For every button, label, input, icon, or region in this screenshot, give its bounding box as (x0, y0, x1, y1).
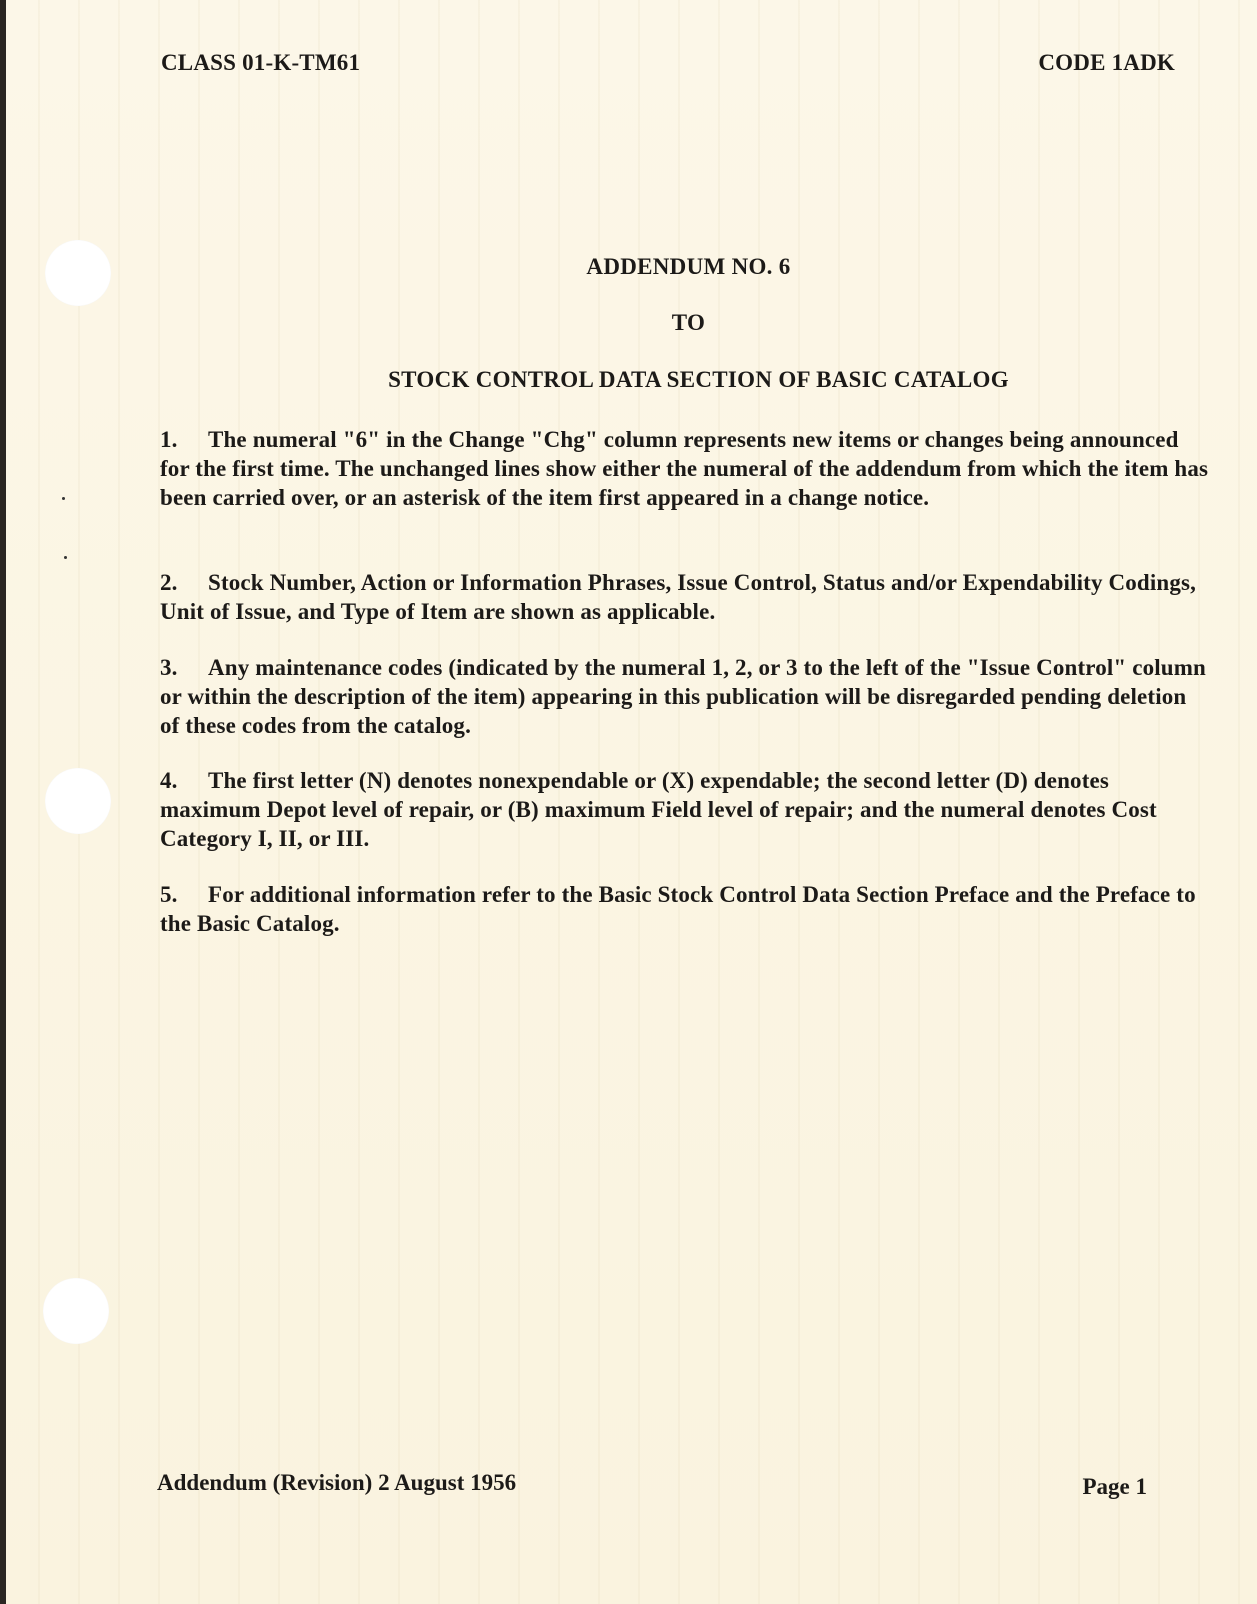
paragraph-text: The numeral "6" in the Change "Chg" column represents new items or changes being announced for the first time. The unchanged lines show either the numeral of the addendum from which the item has been carried over, or an asterisk of the item first appeared in a change notice. (160, 427, 1209, 510)
paragraph-number: 5. (160, 882, 178, 907)
paragraph-text: Stock Number, Action or Information Phrases, Issue Control, Status and/or Expendability Codings, Unit of Issue, and Type of Item are shown as applicable. (160, 570, 1197, 624)
paragraph-3 (160, 653, 1210, 740)
paragraph-text: For additional information refer to the Basic Stock Control Data Section Preface and the Preface to the Basic Catalog. (160, 882, 1196, 936)
punch-hole-bottom (43, 1278, 109, 1344)
revision-date-footer: Addendum (Revision) 2 August 1956 (157, 1470, 517, 1495)
paragraph-2 (160, 568, 1210, 626)
section-title: STOCK CONTROL DATA SECTION OF BASIC CATALOG (388, 367, 1009, 392)
paragraph-number: 2. (160, 570, 178, 595)
code-header: CODE 1ADK (1038, 50, 1175, 75)
addendum-title: ADDENDUM NO. 6 (586, 254, 791, 279)
paragraph-text: Any maintenance codes (indicated by the numeral 1, 2, or 3 to the left of the "Issue Control" column or within the description of the item) appearing in this publication will be disregarded pending deletion of these codes from the catalog. (160, 655, 1206, 738)
paragraph-4 (160, 766, 1210, 853)
title-to: TO (671, 310, 706, 335)
paper-speck (62, 497, 65, 500)
paper-speck (64, 556, 67, 559)
paragraph-5 (160, 880, 1210, 938)
page-number: Page 1 (1082, 1474, 1147, 1499)
punch-hole-middle (45, 768, 111, 834)
paragraph-number: 1. (160, 427, 178, 452)
paragraph-1 (160, 425, 1210, 512)
paragraph-number: 4. (160, 768, 178, 793)
paragraph-text: The first letter (N) denotes nonexpendable or (X) expendable; the second letter (D) denotes maximum Depot level of repair, or (B) maximum Field level of repair; and the numeral denotes Cost Category I, II, or III. (160, 768, 1157, 851)
class-code-header: CLASS 01-K-TM61 (161, 50, 361, 75)
page-binding-edge (0, 0, 6, 1604)
paragraph-number: 3. (160, 655, 178, 680)
